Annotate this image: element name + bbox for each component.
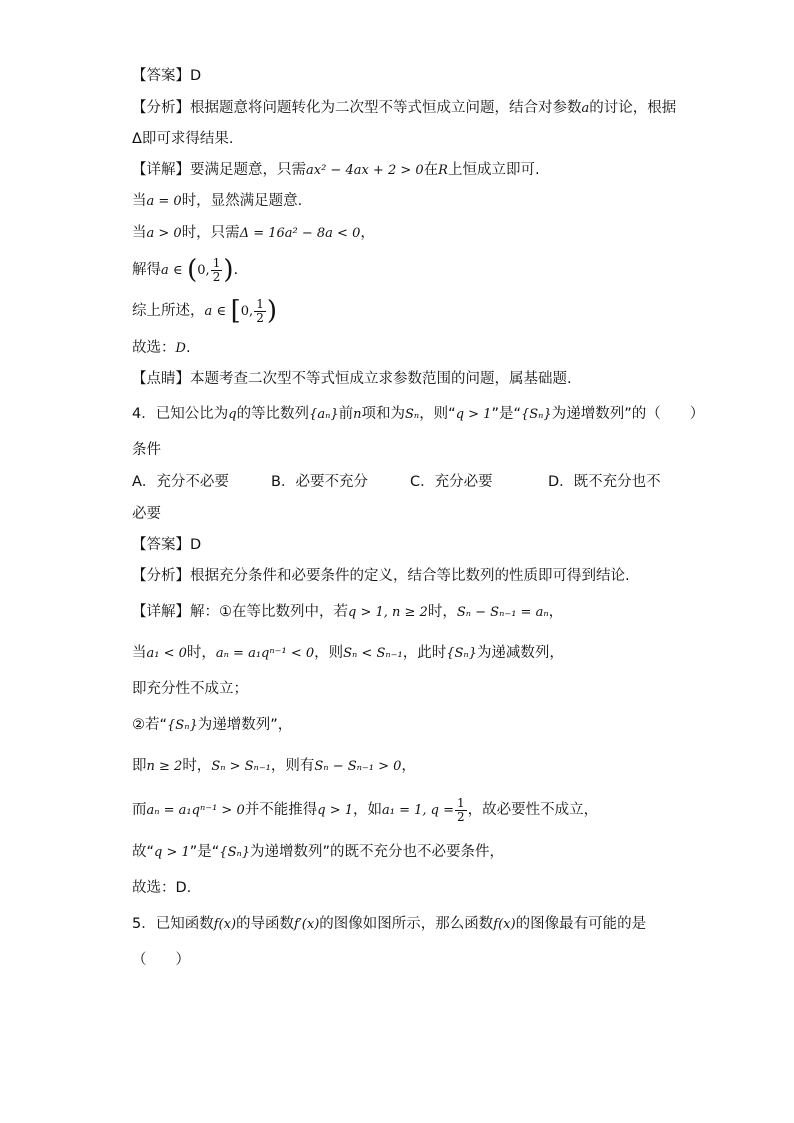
paren: ( xyxy=(187,255,198,285)
q3-analysis-line2 xyxy=(132,129,234,149)
q3-comment xyxy=(132,369,572,389)
formula: q > 1, n ≥ 2 xyxy=(348,605,428,620)
text: 并不能推得 xyxy=(244,802,318,818)
q4-detail-line4 xyxy=(132,715,292,736)
formula: q > 1 xyxy=(154,845,190,860)
text: 5．已知函数 xyxy=(132,916,214,932)
text: 前 xyxy=(338,406,354,422)
q3-choose xyxy=(132,338,191,359)
formula: Sₙ < Sₙ₋₁ xyxy=(343,646,403,661)
q3-solve xyxy=(132,255,238,286)
formula: a ∈ xyxy=(161,263,183,278)
formula: f(x) xyxy=(493,917,516,932)
q3-case1 xyxy=(132,191,302,212)
text: 时，显然满足题意. xyxy=(181,193,303,209)
formula: {Sₙ} xyxy=(520,407,552,422)
q4-detail-line6 xyxy=(132,795,598,826)
detail-text: 上恒成立即可. xyxy=(447,162,540,178)
formula: q > 1 xyxy=(455,407,492,422)
text: 当 xyxy=(132,645,147,661)
detail-tag: 【详解】 xyxy=(132,162,190,178)
formula: ax² − 4ax + 2 > 0 xyxy=(306,163,424,178)
paren: ) xyxy=(266,296,277,326)
analysis-text: Δ即可求得结果. xyxy=(132,131,234,147)
q4-detail-line3: 即充分性不成立； xyxy=(132,681,248,697)
fraction-half xyxy=(254,298,266,325)
formula: Sₙ xyxy=(405,407,420,422)
formula: Sₙ − Sₙ₋₁ > 0 xyxy=(314,759,402,774)
formula: D xyxy=(175,341,186,356)
detail-tag: 【详解】 xyxy=(132,604,190,620)
formula: q xyxy=(228,407,237,422)
formula: a₁ < 0 xyxy=(146,646,187,661)
text: 的图像最有可能的是 xyxy=(515,916,647,932)
comment-tag: 【点睛】 xyxy=(132,371,190,387)
q3-analysis-line1 xyxy=(132,98,676,119)
text: 当 xyxy=(132,193,147,209)
q4-stem-line2 xyxy=(132,440,161,460)
text: 4．已知公比为 xyxy=(132,406,229,422)
text: 的图像如图所示，那么函数 xyxy=(319,916,494,932)
numerator: 1 xyxy=(457,795,465,810)
text: . xyxy=(185,340,191,356)
fraction-half xyxy=(455,797,467,824)
text: 时， xyxy=(427,604,457,620)
text: ，则有 xyxy=(270,758,315,774)
text: ，则“ xyxy=(419,406,456,422)
bracket: [ xyxy=(230,296,241,326)
text: 为递增数列”， xyxy=(197,717,293,733)
text: 时， xyxy=(186,645,216,661)
text: 时，只需 xyxy=(181,225,240,241)
text: 项和为 xyxy=(361,406,405,422)
formula: {Sₙ} xyxy=(446,646,477,661)
q4-analysis-line xyxy=(132,566,630,586)
formula: Δ = 16a² − 8a < 0 xyxy=(239,226,361,241)
text: 条件 xyxy=(132,442,161,458)
formula: a ∈ xyxy=(204,304,227,319)
fraction-half xyxy=(211,257,223,284)
q3-case2 xyxy=(132,223,375,244)
numerator: 1 xyxy=(212,255,221,270)
formula: a₁ = 1, q = xyxy=(381,803,454,818)
detail-text: 在 xyxy=(423,162,439,178)
text: 的等比数列 xyxy=(236,406,310,422)
q4-detail-line1 xyxy=(132,602,563,623)
option-a[interactable]: A．充分不必要 xyxy=(132,474,229,490)
option-b[interactable]: B．必要不充分 xyxy=(271,474,368,490)
numerator: 1 xyxy=(256,296,264,311)
formula: a > 0 xyxy=(146,226,182,241)
formula: Sₙ > Sₙ₋₁ xyxy=(211,759,271,774)
text: ②若“ xyxy=(132,717,168,733)
q3-answer-line xyxy=(132,66,201,86)
text: ”是“ xyxy=(491,406,521,422)
text: ， xyxy=(401,758,416,774)
formula: Sₙ − Sₙ₋₁ = aₙ xyxy=(456,605,549,620)
text: 解得 xyxy=(132,262,161,278)
comment-text: 本题考查二次型不等式恒成立求参数范围的问题，属基础题. xyxy=(190,371,572,387)
formula: aₙ = a₁qⁿ⁻¹ > 0 xyxy=(146,803,245,818)
q4-detail-line5 xyxy=(132,756,416,777)
denominator: 2 xyxy=(256,310,264,325)
answer-value: D xyxy=(190,68,202,84)
q4-detail-line7 xyxy=(132,842,504,863)
formula: {Sₙ} xyxy=(219,845,251,860)
text: 的导函数 xyxy=(236,916,295,932)
denominator: 2 xyxy=(457,809,465,824)
q3-summary xyxy=(132,296,277,327)
formula: q > 1 xyxy=(317,803,353,818)
q4-detail-line2 xyxy=(132,643,564,664)
text: ，如 xyxy=(352,802,382,818)
q5-stem-line1 xyxy=(132,914,646,935)
analysis-tag: 【分析】 xyxy=(132,100,190,116)
q4-stem-line1 xyxy=(132,404,704,425)
text: ，则 xyxy=(314,645,344,661)
text: ， xyxy=(548,604,564,620)
answer-tag: 【答案】 xyxy=(132,68,190,84)
formula: R xyxy=(438,163,448,178)
text: ，故必要性不成立， xyxy=(467,802,599,818)
text: ， xyxy=(360,225,375,241)
text: ，此时 xyxy=(402,645,447,661)
text: 当 xyxy=(132,225,147,241)
formula: f′(x) xyxy=(294,917,320,932)
formula: {aₙ} xyxy=(309,407,339,422)
option-d[interactable]: D．既不充分也不 xyxy=(548,474,661,490)
q3-detail-line1 xyxy=(132,160,540,181)
q4-answer-line xyxy=(132,535,201,555)
text: ”是“ xyxy=(189,844,220,860)
q4-choose: 故选：D. xyxy=(132,880,192,896)
text: 为递增数列”的（ ） xyxy=(551,406,705,422)
answer-tag: 【答案】 xyxy=(132,537,190,553)
formula: 0, xyxy=(240,304,254,319)
analysis-tag: 【分析】 xyxy=(132,568,190,584)
option-c[interactable]: C．充分必要 xyxy=(410,474,493,490)
analysis-text: 根据题意将问题转化为二次型不等式恒成立问题，结合对参数 xyxy=(190,100,582,116)
formula: n xyxy=(353,407,362,422)
text: 解：①在等比数列中，若 xyxy=(190,604,348,620)
param-a: a xyxy=(581,101,590,116)
text: 为递减数列， xyxy=(476,645,564,661)
text: 为递增数列”的既不充分也不必要条件， xyxy=(250,844,505,860)
text: 时， xyxy=(182,758,212,774)
answer-value: D xyxy=(190,537,202,553)
text: . xyxy=(233,262,239,278)
text: 综上所述， xyxy=(132,303,205,319)
text: 即 xyxy=(132,758,147,774)
analysis-text: 根据充分条件和必要条件的定义，结合等比数列的性质即可得到结论. xyxy=(190,568,630,584)
text: 故“ xyxy=(132,844,155,860)
detail-text: 要满足题意，只需 xyxy=(190,162,306,178)
denominator: 2 xyxy=(212,269,221,284)
formula: 0, xyxy=(197,263,210,278)
formula: f(x) xyxy=(213,917,237,932)
formula: {Sₙ} xyxy=(167,718,198,733)
option-d-continued: 必要 xyxy=(132,506,161,522)
paren: ) xyxy=(223,255,234,285)
q5-stem-line2: （ ） xyxy=(132,952,190,968)
formula: n ≥ 2 xyxy=(146,759,183,774)
text: 故选： xyxy=(132,340,176,356)
formula: aₙ = a₁qⁿ⁻¹ < 0 xyxy=(215,646,315,661)
text: 而 xyxy=(132,802,147,818)
formula: a = 0 xyxy=(146,194,182,209)
analysis-text: 的讨论，根据 xyxy=(589,100,677,116)
